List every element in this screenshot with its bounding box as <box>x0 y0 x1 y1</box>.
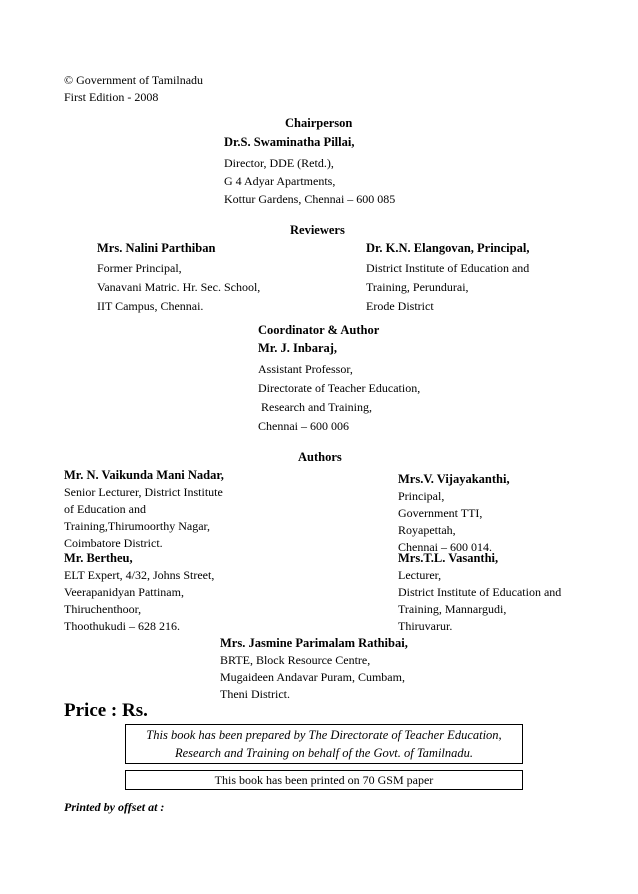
author-5-line: Theni District. <box>220 687 290 701</box>
price-label: Price : Rs. <box>64 700 148 721</box>
author-1-line: Senior Lecturer, District Institute <box>64 485 223 499</box>
author-4-name: Mrs.T.L. Vasanthi, <box>398 551 499 565</box>
reviewer-right <box>366 240 529 317</box>
printed-by-label: Printed by offset at : <box>64 800 165 814</box>
author-5-line: BRTE, Block Resource Centre, <box>220 653 371 667</box>
author-4-line: Lecturer, <box>398 568 442 582</box>
reviewer-right-line: Training, Perundurai, <box>366 280 469 294</box>
reviewer-left-name: Mrs. Nalini Parthiban <box>97 241 216 255</box>
author-3-name: Mr. Bertheu, <box>64 551 133 565</box>
coordinator-line: Directorate of Teacher Education, <box>258 381 421 395</box>
edition-line: First Edition - 2008 <box>64 90 159 104</box>
author-2-line: Principal, <box>398 489 445 503</box>
chairperson-block <box>224 134 395 209</box>
chairperson-line: Director, DDE (Retd.), <box>224 156 334 170</box>
author-3-line: Thoothukudi – 628 216. <box>64 619 180 633</box>
reviewers-heading: Reviewers <box>290 223 345 237</box>
author-4-line: Training, Mannargudi, <box>398 602 507 616</box>
author-3-line: Veerapanidyan Pattinam, <box>64 585 184 599</box>
author-5-line: Mugaideen Andavar Puram, Cumbam, <box>220 670 405 684</box>
reviewer-left <box>97 240 260 317</box>
coordinator-line: Research and Training, <box>258 400 372 414</box>
author-2-line: Royapettah, <box>398 523 456 537</box>
chairperson-line: Kottur Gardens, Chennai – 600 085 <box>224 192 396 206</box>
author-2-line: Government TTI, <box>398 506 483 520</box>
author-1-name: Mr. N. Vaikunda Mani Nadar, <box>64 468 224 482</box>
reviewer-left-line: Former Principal, <box>97 261 182 275</box>
author-3-line: ELT Expert, 4/32, Johns Street, <box>64 568 215 582</box>
author-4-line: District Institute of Education and <box>398 585 562 599</box>
author-2 <box>398 471 510 556</box>
prepared-by-box <box>125 724 523 764</box>
reviewer-right-line: District Institute of Education and <box>366 261 530 275</box>
chairperson-line: G 4 Adyar Apartments, <box>224 174 336 188</box>
author-4-line: Thiruvarur. <box>398 619 453 633</box>
chairperson-heading: Chairperson <box>285 116 353 130</box>
author-4 <box>398 550 561 635</box>
author-2-line: Chennai – 600 014. <box>398 540 492 554</box>
reviewer-right-name: Dr. K.N. Elangovan, Principal, <box>366 241 530 255</box>
author-3-line: Thiruchenthoor, <box>64 602 142 616</box>
author-3 <box>64 550 214 635</box>
author-1-line: of Education and <box>64 502 146 516</box>
paper-info-box <box>125 770 523 790</box>
prepared-by-line: Research and Training on behalf of the Govt. of Tamilnadu. <box>174 746 474 760</box>
author-5-name: Mrs. Jasmine Parimalam Rathibai, <box>220 636 408 650</box>
reviewer-right-line: Erode District <box>366 299 434 313</box>
coordinator-heading: Coordinator & Author <box>258 323 380 337</box>
author-1-line: Coimbatore District. <box>64 536 163 550</box>
author-1-line: Training,Thirumoorthy Nagar, <box>64 519 211 533</box>
author-5 <box>220 635 408 703</box>
copyright-block <box>64 72 203 106</box>
reviewer-left-line: Vanavani Matric. Hr. Sec. School, <box>97 280 261 294</box>
chairperson-name: Dr.S. Swaminatha Pillai, <box>224 135 355 149</box>
copyright-line: © Government of Tamilnadu <box>64 73 204 87</box>
coordinator-line: Assistant Professor, <box>258 362 353 376</box>
author-1 <box>64 467 224 552</box>
reviewer-left-line: IIT Campus, Chennai. <box>97 299 204 313</box>
authors-heading: Authors <box>298 450 342 464</box>
coordinator-line: Chennai – 600 006 <box>258 419 349 433</box>
prepared-by-line: This book has been prepared by The Directorate of Teacher Education, <box>146 728 502 742</box>
author-2-name: Mrs.V. Vijayakanthi, <box>398 472 510 486</box>
paper-info-text: This book has been printed on 70 GSM paper <box>214 773 434 787</box>
coordinator-name: Mr. J. Inbaraj, <box>258 341 338 355</box>
coordinator-block <box>258 340 420 437</box>
